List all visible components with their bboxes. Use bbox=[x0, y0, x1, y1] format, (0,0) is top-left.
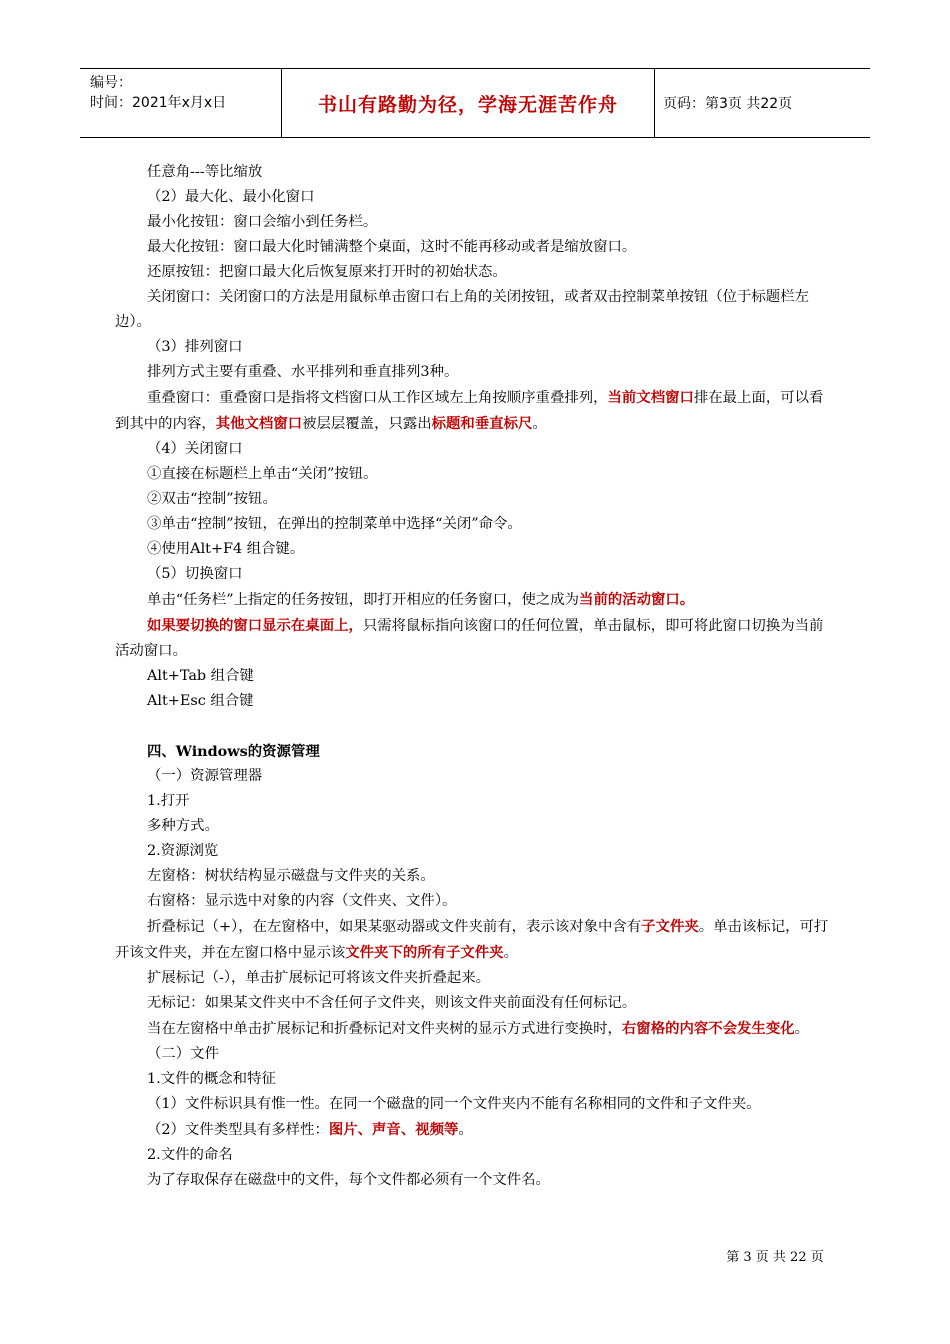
text-run: 。 bbox=[794, 1021, 810, 1037]
text-run: 只需将鼠标指向该窗口的任何位置，单击鼠标，即可将此窗口切换为当前活动窗口。 bbox=[115, 618, 824, 659]
highlight-text: 右窗格的内容不会发生变化 bbox=[621, 1020, 795, 1037]
list-item: ②双击“控制”按钮。 bbox=[147, 491, 277, 507]
highlight-text: 如果要切换的窗口显示在桌面上， bbox=[147, 617, 363, 634]
highlight-text: 文件夹下的所有子文件夹 bbox=[345, 944, 504, 961]
page-footer bbox=[0, 1246, 950, 1265]
text-line: 右窗格：显示选中对象的内容（文件夹、文件）。 bbox=[147, 893, 457, 909]
list-item: ①直接在标题栏上单击“关闭”按钮。 bbox=[147, 466, 378, 482]
text-line bbox=[115, 587, 837, 613]
text-run: 排在最上面，可以看到其中的内容， bbox=[115, 390, 824, 432]
highlight-text: 标题和垂直标尺 bbox=[431, 415, 533, 432]
list-item: ④使用Alt+F4 组合键。 bbox=[147, 541, 305, 557]
text-line bbox=[115, 1117, 837, 1143]
subsection-heading: 2.资源浏览 bbox=[147, 843, 219, 859]
text-run: 。单击该标记，可打开该文件夹，并在左窗口格中显示该 bbox=[115, 919, 829, 961]
text-line: 为了存取保存在磁盘中的文件，每个文件都必须有一个文件名。 bbox=[147, 1172, 550, 1188]
text-line: 最小化按钮：窗口会缩小到任务栏。 bbox=[147, 214, 378, 230]
text-line: 任意角---等比缩放 bbox=[147, 164, 263, 180]
list-item: ③单击“控制”按钮，在弹出的控制菜单中选择“关闭”命令。 bbox=[147, 516, 522, 532]
section-heading: （5）切换窗口 bbox=[147, 566, 243, 582]
highlight-text: 当前的活动窗口。 bbox=[579, 591, 695, 608]
text-line: 多种方式。 bbox=[147, 818, 219, 834]
page-header bbox=[80, 68, 870, 138]
text-line: 无标记：如果某文件夹中不含任何子文件夹，则该文件夹前面没有任何标记。 bbox=[147, 995, 637, 1011]
header-info-cell bbox=[80, 69, 282, 137]
highlight-text: 子文件夹 bbox=[641, 918, 699, 935]
text-run: 。 bbox=[532, 416, 547, 432]
header-page-label: 页码：第3页 共22页 bbox=[663, 96, 793, 112]
highlight-text: 其他文档窗口 bbox=[215, 415, 303, 432]
section-heading: （一）资源管理器 bbox=[147, 768, 263, 784]
chapter-heading: 四、Windows的资源管理 bbox=[147, 743, 320, 760]
text-line: Alt+Esc 组合键 bbox=[147, 693, 254, 709]
time-label: 时间：2021年x月x日 bbox=[90, 95, 227, 111]
section-heading: （二）文件 bbox=[147, 1046, 219, 1062]
footer-page-number: 第 3 页 共 22 页 bbox=[726, 1250, 824, 1265]
section-heading: （4）关闭窗口 bbox=[147, 441, 243, 457]
text-run: 被层层覆盖，只露出 bbox=[302, 416, 432, 432]
blank-line bbox=[115, 714, 837, 739]
number-label: 编号： bbox=[90, 75, 132, 91]
text-line: 还原按钮：把窗口最大化后恢复原来打开时的初始状态。 bbox=[147, 264, 507, 280]
text-run: 当在左窗格中单击扩展标记和折叠标记对文件夹树的显示方式进行变换时， bbox=[147, 1021, 622, 1037]
section-heading: （2）最大化、最小化窗口 bbox=[147, 189, 315, 205]
text-line: 最大化按钮：窗口最大化时铺满整个桌面，这时不能再移动或者是缩放窗口。 bbox=[147, 239, 637, 255]
text-paragraph bbox=[115, 385, 837, 437]
header-motto: 书山有路勤为径，学海无涯苦作舟 bbox=[282, 69, 655, 137]
section-heading: （3）排列窗口 bbox=[147, 339, 243, 355]
document-body bbox=[115, 160, 837, 1193]
text-line: 左窗格：树状结构显示磁盘与文件夹的关系。 bbox=[147, 868, 435, 884]
text-run: 单击“任务栏”上指定的任务按钮，即打开相应的任务窗口，使之成为 bbox=[147, 592, 580, 608]
text-run: 重叠窗口：重叠窗口是指将文档窗口从工作区域左上角按顺序重叠排列， bbox=[147, 390, 608, 406]
text-run: 折叠标记（+），在左窗格中，如果某驱动器或文件夹前有，表示该对象中含有 bbox=[147, 919, 642, 935]
text-line: Alt+Tab 组合键 bbox=[147, 668, 254, 684]
text-paragraph: （1）文件标识具有惟一性。在同一个磁盘的同一个文件夹内不能有名称相同的文件和子文件夹。 bbox=[147, 1096, 761, 1112]
text-run: 。 bbox=[503, 945, 518, 961]
text-run: （2）文件类型具有多样性： bbox=[147, 1122, 329, 1138]
text-paragraph bbox=[115, 613, 837, 664]
text-line: 扩展标记（-），单击扩展标记可将该文件夹折叠起来。 bbox=[147, 970, 491, 986]
text-paragraph bbox=[115, 1016, 837, 1042]
text-paragraph bbox=[115, 914, 837, 966]
highlight-text: 图片、声音、视频等 bbox=[328, 1121, 459, 1138]
text-line: 排列方式主要有重叠、水平排列和垂直排列3种。 bbox=[147, 364, 459, 380]
highlight-text: 当前文档窗口 bbox=[607, 389, 694, 406]
subsection-heading: 1.打开 bbox=[147, 793, 190, 809]
subsection-heading: 2.文件的命名 bbox=[147, 1147, 233, 1163]
subsection-heading: 1.文件的概念和特征 bbox=[147, 1071, 276, 1087]
text-paragraph: 关闭窗口：关闭窗口的方法是用鼠标单击窗口右上角的关闭按钮，或者双击控制菜单按钮（位于标题栏左边）。 bbox=[115, 289, 809, 330]
text-run: 。 bbox=[458, 1122, 473, 1138]
